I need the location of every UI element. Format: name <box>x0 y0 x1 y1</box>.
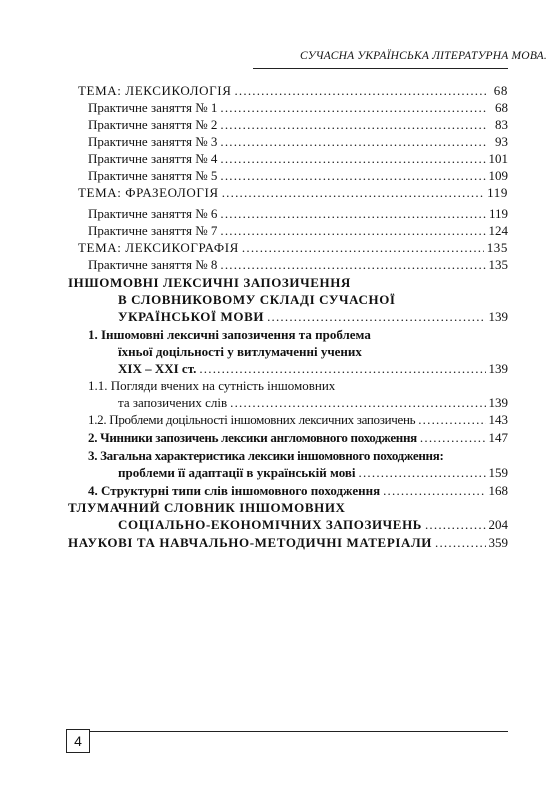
toc-entry-s3-line-1: 3. Загальна характеристика лексики іншомовного походження: <box>88 448 444 463</box>
toc-entry-title: Практичне заняття № 3 <box>88 134 218 149</box>
toc-entry-page: 139 <box>488 309 508 324</box>
toc-entry-page: 93 <box>495 134 508 149</box>
leader-dots <box>220 134 487 150</box>
toc-entry-title: НАУКОВІ ТА НАВЧАЛЬНО-МЕТОДИЧНІ МАТЕРІАЛИ <box>68 535 433 550</box>
toc-entry-s11 <box>118 395 508 411</box>
toc-entry-title: Практичне заняття № 2 <box>88 117 218 132</box>
toc-entry-s12 <box>88 412 508 428</box>
toc-entry-title: СОЦІАЛЬНО-ЕКОНОМІЧНИХ ЗАПОЗИЧЕНЬ <box>118 517 422 532</box>
toc-entry-title: Практичне заняття № 6 <box>88 206 218 221</box>
toc-entry-title: Практичне заняття № 4 <box>88 151 218 166</box>
toc-entry-title: Практичне заняття № 1 <box>88 100 218 115</box>
toc-entry-page: 204 <box>488 517 508 532</box>
toc-entry-materials <box>68 535 508 551</box>
leader-dots <box>418 412 485 428</box>
toc-entry-page: 83 <box>495 117 508 132</box>
toc-entry-loans <box>118 309 508 325</box>
toc-entry-loans-line-2: В СЛОВНИКОВОМУ СКЛАДІ СУЧАСНОЇ <box>118 292 396 307</box>
toc-entry-page: 119 <box>488 206 508 221</box>
leader-dots <box>220 223 485 239</box>
leader-dots <box>220 151 485 167</box>
toc-entry-page: 359 <box>488 535 508 550</box>
toc-entry-practice-5 <box>88 168 508 184</box>
toc-entry-page: 139 <box>488 361 508 376</box>
toc-entry-practice-3 <box>88 134 508 150</box>
toc-entry-title: Практичне заняття № 7 <box>88 223 218 238</box>
leader-dots <box>220 100 487 116</box>
toc-entry-practice-8 <box>88 257 508 273</box>
toc-entry-practice-1 <box>88 100 508 116</box>
toc-entry-page: 68 <box>493 83 508 98</box>
footer-rule <box>90 731 508 732</box>
toc-entry-practice-7 <box>88 223 508 239</box>
toc-entry-page: 159 <box>488 465 508 480</box>
toc-entry-phraseology <box>78 185 508 201</box>
toc-entry-title: 1.2. Проблеми доцільності іншомовних лексичних запозичень <box>88 412 416 427</box>
toc-entry-page: 109 <box>488 168 508 183</box>
leader-dots <box>234 83 487 99</box>
leader-dots <box>230 395 485 411</box>
toc-entry-page: 135 <box>486 240 508 255</box>
toc-entry-title: проблеми її адаптації в українській мові <box>118 465 356 480</box>
toc-entry-lexicography <box>78 240 508 256</box>
toc-entry-dictionary-line-1: ТЛУМАЧНИЙ СЛОВНИК ІНШОМОВНИХ <box>68 500 346 515</box>
toc-entry-title: 4. Структурні типи слів іншомовного походження <box>88 483 381 498</box>
toc-entry-page: 135 <box>488 257 508 272</box>
toc-entry-title: ТЕМА: ЛЕКСИКОГРАФІЯ <box>78 240 239 255</box>
leader-dots <box>220 257 485 273</box>
toc-entry-s1-line-2: їхньої доцільності у витлумаченні учених <box>118 344 362 359</box>
leader-dots <box>242 240 484 256</box>
toc-entry-title: Практичне заняття № 8 <box>88 257 218 272</box>
toc-entry-page: 119 <box>487 185 508 200</box>
leader-dots <box>199 361 485 377</box>
leader-dots <box>220 168 485 184</box>
page-number: 4 <box>66 729 90 753</box>
toc-entry-s1 <box>118 361 508 377</box>
running-header: СУЧАСНА УКРАЇНСЬКА ЛІТЕРАТУРНА МОВА. <box>300 50 547 62</box>
toc-entry-title: 2. Чинники запозичень лексики англомовного походження <box>88 430 417 445</box>
leader-dots <box>220 117 487 133</box>
leader-dots <box>220 206 486 222</box>
toc-entry-s1-line-1: 1. Іншомовні лексичні запозичення та проблема <box>88 327 371 342</box>
leader-dots <box>222 185 484 201</box>
toc-entry-page: 147 <box>488 430 508 445</box>
leader-dots <box>383 483 485 499</box>
leader-dots <box>425 517 486 533</box>
leader-dots <box>435 535 485 551</box>
toc-entry-page: 143 <box>488 412 508 427</box>
toc-entry-s11-line-1: 1.1. Погляди вчених на сутність іншомовних <box>88 378 336 393</box>
toc-entry-title: ТЕМА: ФРАЗЕОЛОГІЯ <box>78 185 219 200</box>
toc-entry-title: Практичне заняття № 5 <box>88 168 218 183</box>
leader-dots <box>359 465 486 481</box>
toc-entry-title: ТЕМА: ЛЕКСИКОЛОГІЯ <box>78 83 232 98</box>
toc-entry-title: УКРАЇНСЬКОЇ МОВИ <box>118 309 265 324</box>
toc-entry-practice-4 <box>88 151 508 167</box>
toc-entry-page: 139 <box>488 395 508 410</box>
toc-entry-s4 <box>88 483 508 499</box>
toc-entry-lexicology <box>78 83 508 99</box>
toc-entry-s2 <box>88 430 508 446</box>
toc-entry-title: та запозичених слів <box>118 395 228 410</box>
toc-entry-page: 124 <box>488 223 508 238</box>
toc-entry-practice-2 <box>88 117 508 133</box>
toc-entry-title: XIX – XXI ст. <box>118 361 197 376</box>
toc-entry-practice-6 <box>88 206 508 222</box>
toc-entry-page: 168 <box>488 483 508 498</box>
toc-entry-page: 68 <box>495 100 508 115</box>
toc-entry-dictionary <box>118 517 508 533</box>
toc-entry-s3 <box>118 465 508 481</box>
leader-dots <box>267 309 485 325</box>
toc-entry-loans-line-1: ІНШОМОВНІ ЛЕКСИЧНІ ЗАПОЗИЧЕННЯ <box>68 275 351 290</box>
leader-dots <box>420 430 486 446</box>
toc-entry-page: 101 <box>488 151 508 166</box>
